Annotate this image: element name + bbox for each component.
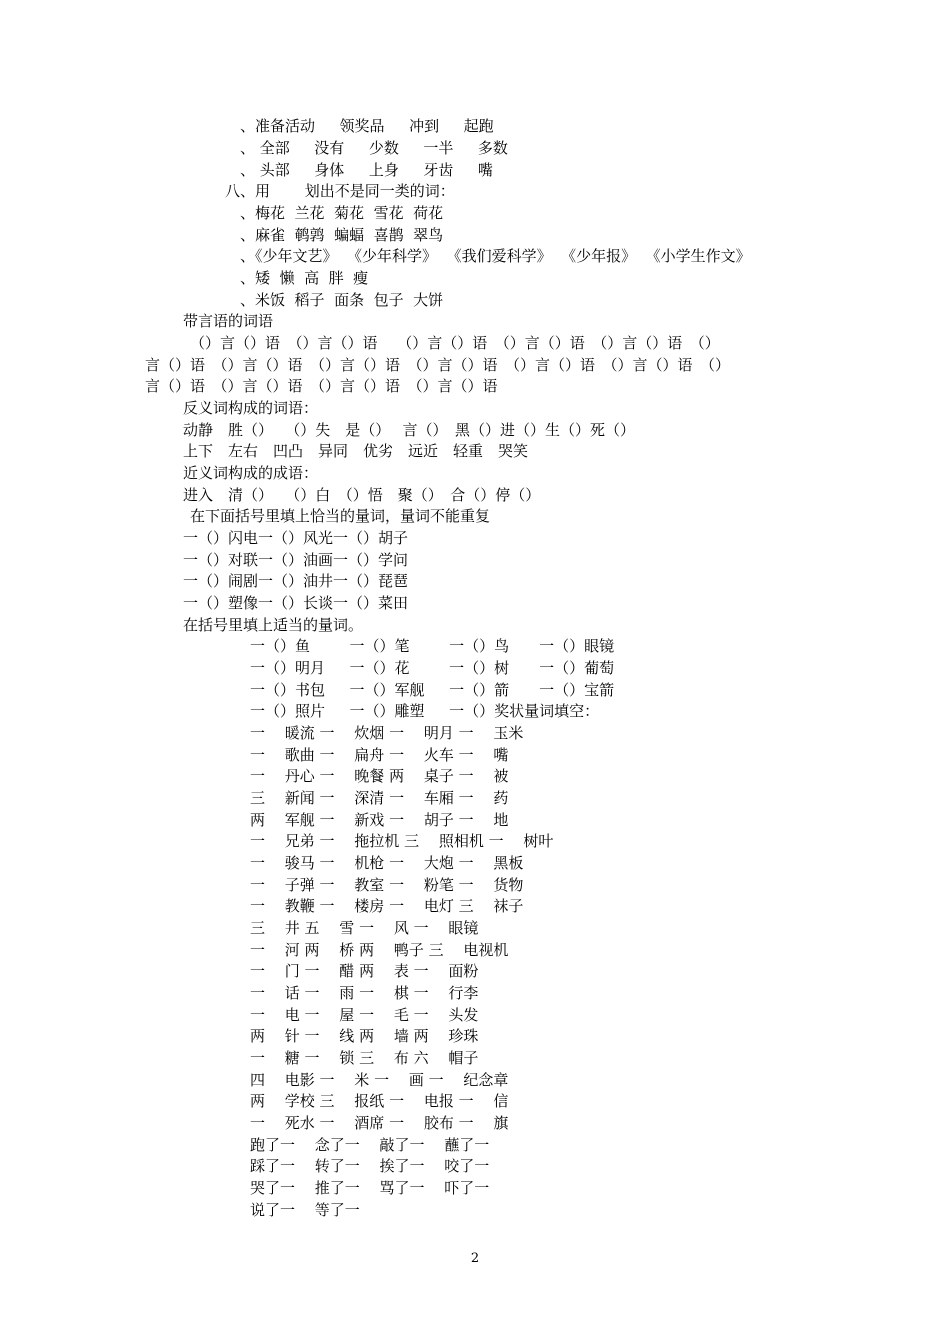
text-line: 言（）语 （）言（）语 （）言（）语 （）言（）语 （）言（）语 （）言（）语 （）	[145, 356, 731, 374]
text-line: 一 丹心 一 晚餐 两 桌子 一 被	[250, 767, 509, 785]
text-line: 一 暖流 一 炊烟 一 明月 一 玉米	[250, 724, 524, 742]
text-line: 一（）书包 一（）军舰 一（）箭 一（）宝箭	[250, 681, 615, 699]
text-line: 哭了一 推了一 骂了一 吓了一	[250, 1179, 490, 1197]
section-heading: 在下面括号里填上恰当的量词，量词不能重复	[190, 507, 491, 525]
text-line: 一（）闹剧一（）油井一（）琵琶	[183, 572, 409, 590]
section-heading: 近义词构成的成语：	[183, 464, 319, 482]
text-line: 一 教鞭 一 楼房 一 电灯 三 袜子	[250, 897, 524, 915]
text-line: 、 全部 没有 少数 一半 多数	[240, 139, 508, 157]
text-line: 、《少年文艺》 《少年科学》 《我们爱科学》 《少年报》 《小学生作文》	[240, 247, 751, 265]
section-heading: 在括号里填上适当的量词。	[183, 616, 364, 634]
text-line: 、 头部 身体 上身 牙齿 嘴	[240, 161, 493, 179]
text-line: 一（）闪电一（）风光一（）胡子	[183, 529, 409, 547]
text-line: 一 死水 一 酒席 一 胶布 一 旗	[250, 1114, 509, 1132]
text-line: 四 电影 一 米 一 画 一 纪念章	[250, 1071, 509, 1089]
text-line: 一 歌曲 一 扁舟 一 火车 一 嘴	[250, 746, 509, 764]
text-line: 三 井 五 雪 一 风 一 眼镜	[250, 919, 479, 937]
text-line: 进入 清（） （）白 （）悟 聚（） 合（）停（）	[183, 486, 541, 504]
text-line: 一 糖 一 锁 三 布 六 帽子	[250, 1049, 479, 1067]
text-line: 上下 左右 凹凸 异同 优劣 远近 轻重 哭笑	[183, 442, 529, 460]
text-line: 两 军舰 一 新戏 一 胡子 一 地	[250, 811, 509, 829]
text-line: 踩了一 转了一 挨了一 咬了一	[250, 1157, 490, 1175]
text-line: 一（）明月 一（）花 一（）树 一（）葡萄	[250, 659, 615, 677]
text-line: 一（）鱼 一（）笔 一（）鸟 一（）眼镜	[250, 637, 615, 655]
text-line: 三 新闻 一 深清 一 车厢 一 药	[250, 789, 509, 807]
text-line: 一 子弹 一 教室 一 粉笔 一 货物	[250, 876, 524, 894]
text-line: 、梅花 兰花 菊花 雪花 荷花	[240, 204, 444, 222]
text-line: 一 河 两 桥 两 鸭子 三 电视机	[250, 941, 509, 959]
text-line: 说了一 等了一	[250, 1201, 360, 1219]
text-line: 一 电 一 屋 一 毛 一 头发	[250, 1006, 479, 1024]
text-line: 一（）塑像一（）长谈一（）菜田	[183, 594, 409, 612]
text-line: 一（）照片 一（）雕塑 一（）奖状量词填空：	[250, 702, 600, 720]
section-heading: 反义词构成的词语：	[183, 399, 319, 417]
text-line: 两 针 一 线 两 墙 两 珍珠	[250, 1027, 479, 1045]
text-line: 一 兄弟 一 拖拉机 三 照相机 一 树叶	[250, 832, 554, 850]
text-line: 言（）语 （）言（）语 （）言（）语 （）言（）语	[145, 377, 498, 395]
text-line: 动静 胜（） （）失 是（） 言（） 黑（）进（）生（）死（）	[183, 421, 636, 439]
text-line: 、麻雀 鹌鹑 蝙蝠 喜鹊 翠鸟	[240, 226, 444, 244]
text-line: 一 话 一 雨 一 棋 一 行李	[250, 984, 479, 1002]
page-number: 2	[470, 1251, 480, 1266]
text-line: 一 门 一 醋 两 表 一 面粉	[250, 962, 479, 980]
text-line: 跑了一 念了一 敲了一 蘸了一	[250, 1136, 490, 1154]
text-line: 两 学校 三 报纸 一 电报 一 信	[250, 1092, 509, 1110]
section-heading: 带言语的词语	[183, 312, 274, 330]
text-line: 、米饭 稻子 面条 包子 大饼	[240, 291, 444, 309]
text-line: 、准备活动 领奖品 冲到 起跑	[240, 117, 494, 135]
section-heading: 八、用 划出不是同一类的词：	[225, 182, 455, 200]
text-line: 一（）对联一（）油画一（）学问	[183, 551, 409, 569]
text-line: 、矮 懒 高 胖 瘦	[240, 269, 369, 287]
text-line: （）言（）语 （）言（）语 （）言（）语 （）言（）语 （）言（）语 （）	[190, 334, 720, 352]
text-line: 一 骏马 一 机枪 一 大炮 一 黑板	[250, 854, 524, 872]
